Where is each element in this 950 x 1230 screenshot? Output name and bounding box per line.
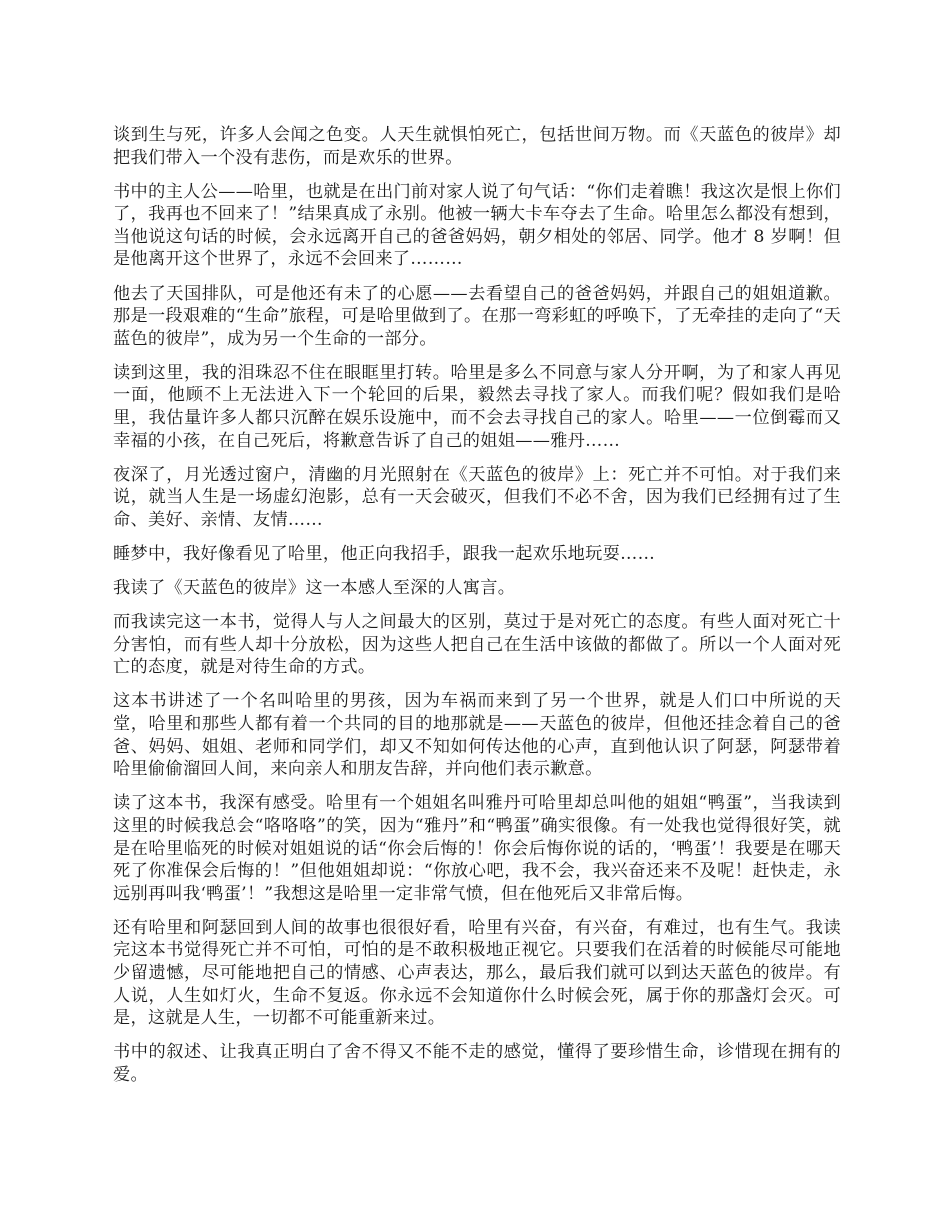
paragraph-5: 夜深了，月光透过窗户，清幽的月光照射在《天蓝色的彼岸》上：死亡并不可怕。对于我们来说，就当人生是一场虚幻泡影，总有一天会破灭，但我们不必不舍，因为我们已经拥有过了生命、美好、亲情、友情…… (113, 464, 841, 530)
paragraph-10: 读了这本书，我深有感受。哈里有一个姐姐名叫雅丹可哈里却总叫他的姐姐“鸭蛋”，当我读到这里的时候我总会“咯咯咯”的笑，因为“雅丹”和“鸭蛋”确实很像。有一处我也觉得很好笑，就是在哈里临死的时候对姐姐说的话“你会后悔的！你会后悔你说的话的，‘鸭蛋’！我要是在哪天死了你准保会后悔的！”但他姐姐却说：“你放心吧，我不会，我兴奋还来不及呢！赶快走，永远别再叫我‘鸭蛋’！”我想这是哈里一定非常气愤，但在他死后又非常后悔。 (113, 793, 841, 904)
paragraph-1: 谈到生与死，许多人会闻之色变。人天生就惧怕死亡，包括世间万物。而《天蓝色的彼岸》却把我们带入一个没有悲伤，而是欢乐的世界。 (113, 125, 841, 168)
paragraph-4: 读到这里，我的泪珠忍不住在眼眶里打转。哈里是多么不同意与家人分开啊，为了和家人再见一面，他顾不上无法进入下一个轮回的后果，毅然去寻找了家人。而我们呢？假如我们是哈里，我估量许多人都只沉醉在娱乐设施中，而不会去寻找自己的家人。哈里——一位倒霉而又幸福的小孩，在自己死后，将歉意告诉了自己的姐姐——雅丹…… (113, 362, 841, 451)
paragraph-9: 这本书讲述了一个名叫哈里的男孩，因为车祸而来到了另一个世界，就是人们口中所说的天堂，哈里和那些人都有着一个共同的目的地那就是——天蓝色的彼岸，但他还挂念着自己的爸爸、妈妈、姐姐、老师和同学们，却又不知如何传达他的心声，直到他认识了阿瑟，阿瑟带着哈里偷偷溜回人间，来向亲人和朋友告辞，并向他们表示歉意。 (113, 691, 841, 780)
paragraph-6: 睡梦中，我好像看见了哈里，他正向我招手，跟我一起欢乐地玩耍…… (113, 544, 656, 564)
paragraph-2: 书中的主人公——哈里，也就是在出门前对家人说了句气话：“你们走着瞧！我这次是恨上你们了，我再也不回来了！”结果真成了永别。他被一辆大卡车夺去了生命。哈里怎么都没有想到，当他说这句话的时候，会永远离开自己的爸爸妈妈，朝夕相处的邻居、同学。他才 8 岁啊！但是他离开这个世界了，永远不会回来了……… (113, 181, 841, 270)
paragraph-12: 书中的叙述、让我真正明白了舍不得又不能不走的感觉，懂得了要珍惜生命，诊惜现在拥有的爱。 (113, 1042, 841, 1085)
paragraph-11: 还有哈里和阿瑟回到人间的故事也很很好看，哈里有兴奋，有兴奋，有难过，也有生气。我读完这本书觉得死亡并不可怕，可怕的是不敢积极地正视它。只要我们在活着的时候能尽可能地少留遗憾，尽可能地把自己的情感、心声表达，那么，最后我们就可以到达天蓝色的彼岸。有人说，人生如灯火，生命不复返。你永远不会知道你什么时候会死，属于你的那盏灯会灭。可是，这就是人生，一切都不可能重新来过。 (113, 917, 841, 1029)
paragraph-8: 而我读完这一本书，觉得人与人之间最大的区别，莫过于是对死亡的态度。有些人面对死亡十分害怕，而有些人却十分放松，因为这些人把自己在生活中该做的都做了。所以一个人面对死亡的态度，就是对待生命的方式。 (113, 612, 841, 678)
paragraph-3: 他去了天国排队，可是他还有未了的心愿——去看望自己的爸爸妈妈，并跟自己的姐姐道歉。那是一段艰难的“生命”旅程，可是哈里做到了。在那一弯彩虹的呼唤下，了无牵挂的走向了“天蓝色的彼岸”，成为另一个生命的一部分。 (113, 283, 841, 349)
paragraph-7: 我读了《天蓝色的彼岸》这一本感人至深的人寓言。 (113, 578, 516, 599)
document-body (113, 124, 841, 1098)
